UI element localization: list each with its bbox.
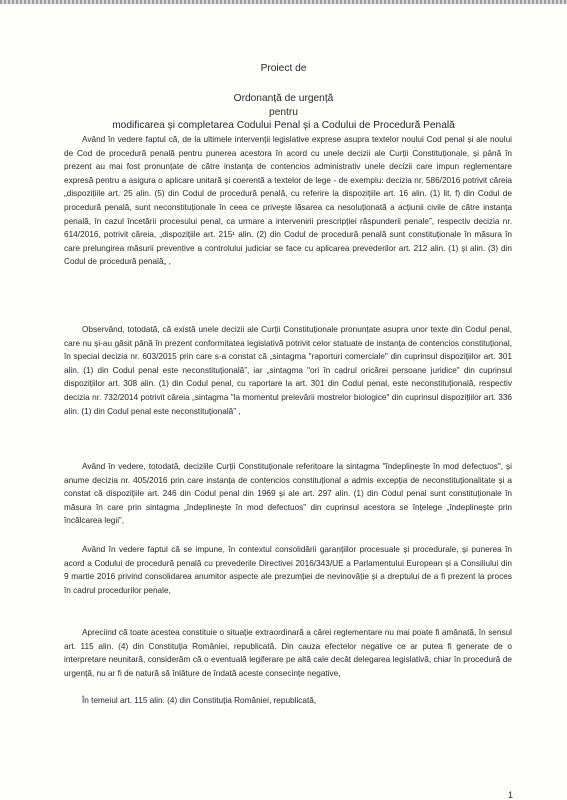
scan-edge bbox=[0, 0, 567, 4]
document-subject: modificarea și completarea Codului Penal și a Codului de Procedură Penală bbox=[112, 120, 455, 131]
document-type: Ordonanță de urgență bbox=[233, 93, 334, 104]
paragraph-considerent-3: Având în vedere, totodată, deciziile Curții Constituționale referitoare la sintagma "îndeplinește în mod defectuos", și anume decizia nr. 405/2016 prin care instanța de contencios constituțional a admis excepția de neconstituționalitate și a constat că dispozițiile art. 246 din Codul penal din 1969 și ale art. 297 alin. (1) din Codul penal sunt constituționale în măsura în care prin sintagma „îndeplinește în mod defectuos” din cuprinsul acestora se înțelege „îndeplinește prin încălcarea legii”, bbox=[64, 462, 512, 526]
paragraph-legal-basis: În temeiul art. 115 alin. (4) din Constituția României, republicată, bbox=[82, 696, 317, 705]
paragraph-considerent-1: Având în vedere faptul că, de la ultimele intervenții legislative exprese asupra textelor noului Cod penal și ale noului de Cod de procedură penală pentru punerea acestora în acord cu unele decizii ale Curții Constituționale, și până în prezent au mai fost pronunțate de către instanța de contencios administrativ unele decizii care impun reglementare expresă pentru a asigura o aplicare unitară și coerentă a textelor de lege - de exemplu: decizia nr. 586/2016 potrivit căreia „dispozițiile art. 25 alin. (5) din Codul de procedură penală, cu referire la dispozițiile art. 16 alin. (1) lit. f) din Codul de procedură penală, sunt neconstituționale în ceea ce privește lăsarea ca nesoluționată a acțiunii civile de către instanța penală, în cazul încetării procesului penal, ca urmare a intervenirii prescripției răspunderii penale”, respectiv decizia nr. 614/2016, potrivit căreia, „dispozițiile art. 215¹ alin. (2) din Codul de procedură penală sunt constituționale în măsura în care prelungirea măsurii preventive a controlului judiciar se face cu aplicarea prevederilor art. 212 alin. (1) și alin. (3) din Codul de procedură penală„ , bbox=[64, 135, 512, 267]
paragraph-considerent-5: Apreciind că toate acestea constituie o situație extraordinară a cărei reglementare nu mai poate fi amânată, în sensul art. 115 alin. (4) din Constituția României, republicată. Din cauza efectelor negative ce ar putea fi generate de o interpretare neunitară, considerăm că o eventuală legiferare pe altă cale decât delegarea legislativă, chiar în procedură de urgență, nu ar fi de natură să înlăture de îndată aceste consecințe negative, bbox=[64, 628, 512, 678]
document-title: Proiect de bbox=[260, 63, 307, 74]
page-number: 1 bbox=[508, 790, 514, 800]
document-connector: pentru bbox=[269, 107, 298, 118]
paragraph-considerent-2: Observând, totodată, că există unele decizii ale Curții Constituționale pronunțate asupra unor texte din Codul penal, care nu și-au găsit până în prezent conformitatea legislativă potrivit celor statuate de instanța de contencios constituțional, în special decizia nr. 603/2015 prin care s-a constat că „sintagma "raporturi comerciale" din cuprinsul dispozițiilor art. 301 alin. (1) din Codul penal este neconstituțională”, iar „sintagma "ori în cadrul oricărei persoane juridice" din cuprinsul dispozițiilor art. 308 alin. (1) din Codul penal, cu raportare la art. 301 din Codul penal, este neconstituțională, respectiv decizia nr. 732/2014 potrivit căreia „sintagma "la momentul prelevării mostrelor biologice" din cuprinsul dispozițiilor art. 336 alin. (1) din Codul penal este neconstituțională” , bbox=[64, 325, 512, 416]
paragraph-considerent-4: Având în vedere faptul că se impune, în contextul consolidării garanțiilor procesuale și procedurale, și punerea în acord a Codului de procedură penală cu prevederile Directivei 2016/343/UE a Parlamentului European și a Consiliului din 9 martie 2016 privind consolidarea anumitor aspecte ale prezumției de nevinovăție și a dreptului de a fi prezent la proces în cadrul procedurilor penale, bbox=[64, 545, 512, 595]
